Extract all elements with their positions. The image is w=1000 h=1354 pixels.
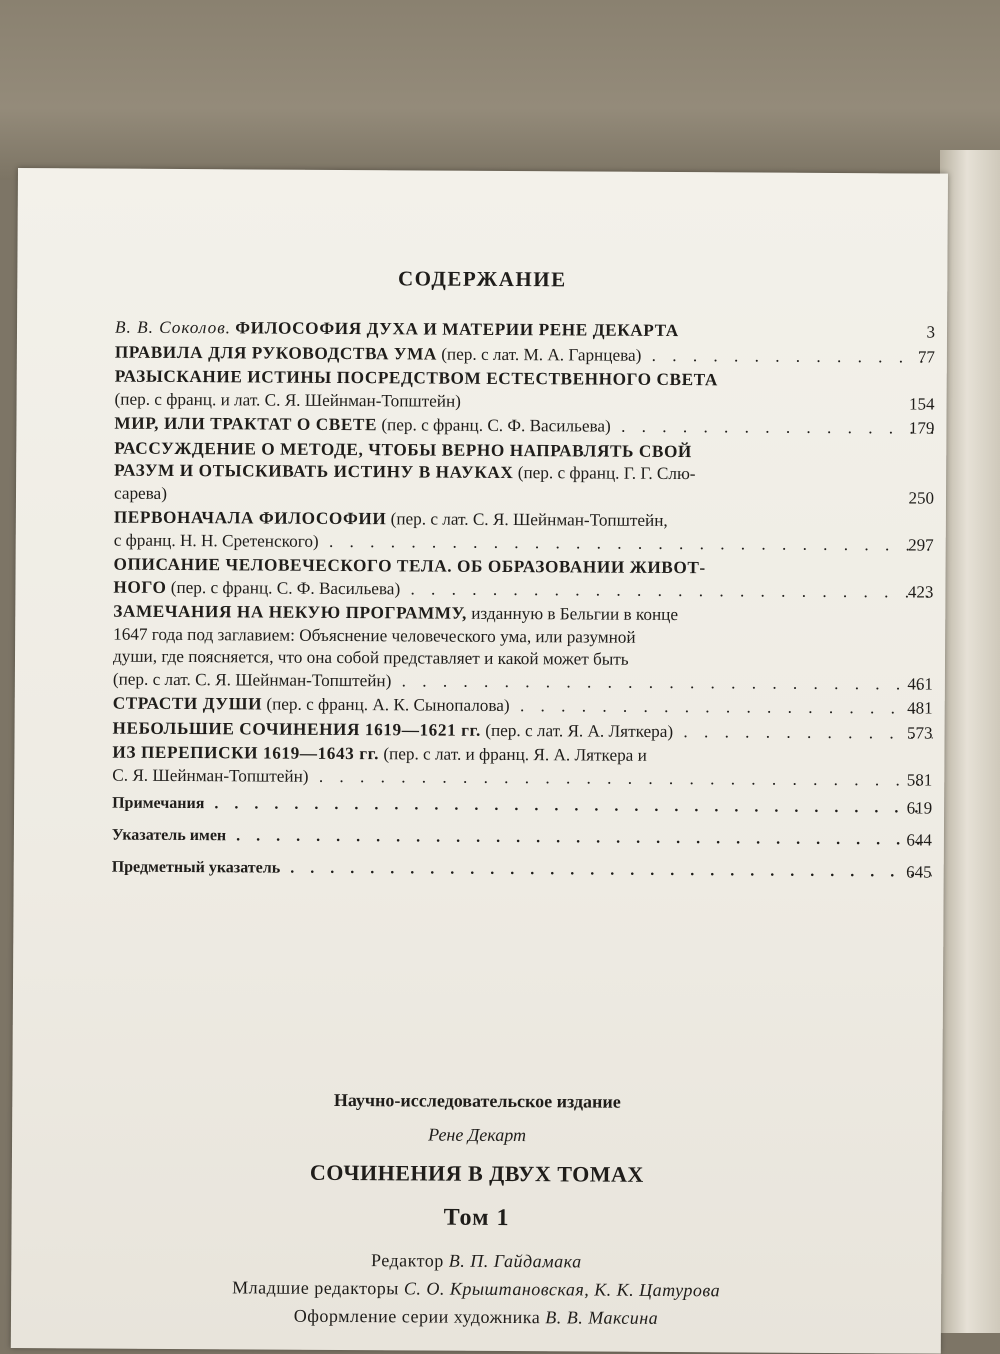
toc-work-title: НОГО [113, 577, 167, 597]
toc-translator-note: (пер. с франц. С. Ф. Васильева) [381, 415, 611, 436]
toc-page-number: 481 [907, 698, 933, 718]
toc-page-number: 3 [926, 322, 936, 342]
toc-translator-note: (пер. с франц. Г. Г. Слю- [517, 463, 696, 484]
toc-appendix-label: Предметный указатель [111, 858, 281, 877]
toc-entry [114, 507, 934, 557]
toc-work-title: СТРАСТИ ДУШИ [112, 693, 263, 714]
toc-work-title: ПРАВИЛА ДЛЯ РУКОВОДСТВА УМА [114, 342, 438, 364]
toc-entry [113, 601, 934, 696]
design-line [11, 1304, 941, 1331]
toc-leader-dots [641, 345, 935, 368]
toc-line [112, 821, 932, 856]
book-page [11, 168, 948, 1354]
toc-page-number: 619 [906, 798, 933, 818]
toc-line [113, 668, 933, 696]
toc-author: В. В. Соколов. [114, 317, 232, 338]
toc-page-number: 581 [906, 769, 933, 790]
toc-line [112, 789, 932, 824]
toc-work-title: НЕБОЛЬШИЕ СОЧИНЕНИЯ 1619—1621 гг. [112, 718, 482, 740]
toc-leader-dots [673, 722, 933, 745]
toc-work-title: МИР, ИЛИ ТРАКТАТ О СВЕТЕ [114, 413, 378, 435]
toc-leader-dots [226, 827, 932, 850]
editor-line [11, 1248, 941, 1275]
toc-translator-note: (пер. с франц. А. К. Сынопалова) [266, 694, 510, 716]
designer-name: В. В. Максина [545, 1307, 659, 1328]
toc-leader-dots [400, 579, 933, 604]
contents-heading: СОДЕРЖАНИЕ [397, 266, 567, 292]
toc-line [113, 693, 933, 721]
toc-work-title: РАЗУМ И ОТЫСКИВАТЬ ИСТИНУ В НАУКАХ [114, 460, 514, 483]
toc-leader-dots [204, 795, 932, 818]
toc-line [115, 388, 935, 416]
toc-entry [115, 317, 935, 345]
toc-appendix-entry [112, 789, 932, 824]
toc-translator-note: (пер. с франц. С. Ф. Васильева) [170, 577, 401, 598]
table-surface [0, 0, 1000, 180]
toc-translator-note: (пер. с лат. М. А. Гарнцева) [441, 344, 642, 365]
toc-entry [113, 693, 933, 721]
toc-translator-note: сарева) [113, 483, 168, 503]
toc-work-title: РАССУЖДЕНИЕ О МЕТОДЕ, ЧТОБЫ ВЕРНО НАПРАВЛЯТЬ СВОЙ [114, 438, 692, 461]
toc-line [113, 576, 933, 604]
toc-page-number: 644 [906, 830, 932, 850]
toc-appendix-entry [112, 853, 932, 888]
toc-entry [115, 341, 935, 369]
volume-label: Том 1 [443, 1204, 510, 1232]
toc-entry [112, 742, 932, 792]
toc-leader-dots [309, 766, 933, 791]
toc-page-number: 645 [906, 862, 932, 882]
toc-leader-dots [611, 417, 935, 440]
toc-work-title: ФИЛОСОФИЯ ДУХА И МАТЕРИИ РЕНЕ ДЕКАРТА [235, 318, 679, 341]
toc-work-title: РАЗЫСКАНИЕ ИСТИНЫ ПОСРЕДСТВОМ ЕСТЕСТВЕННОГО СВЕТА [114, 366, 718, 390]
editor-name: В. П. Гайдамака [448, 1250, 582, 1272]
toc-work-title: ЗАМЕЧАНИЯ НА НЕКУЮ ПРОГРАММУ, [113, 601, 468, 623]
toc-appendix-entry [112, 821, 932, 856]
toc-appendix-label: Примечания [112, 794, 205, 813]
toc-work-title: ИЗ ПЕРЕПИСКИ 1619—1643 гг. [112, 742, 380, 764]
toc-translator-note: (пер. с франц. и лат. С. Я. Шейнман-Топштейн) [114, 389, 462, 411]
toc-page-number: 154 [909, 393, 935, 414]
toc-page-number: 573 [907, 722, 933, 743]
next-page-edge [940, 150, 1000, 1333]
toc-translator-note: с франц. Н. Н. Сретенского) [113, 530, 319, 551]
toc-translator-note: (пер. с лат. Я. А. Ляткера) [485, 720, 674, 741]
toc-translator-note: С. Я. Шейнман-Топштейн) [112, 765, 309, 786]
toc-translator-note: (пер. с лат. С. Я. Шейнман-Топштейн) [112, 669, 392, 690]
book-title: СОЧИНЕНИЯ В ДВУХ ТОМАХ [309, 1159, 644, 1187]
toc-work-title: ПЕРВОНАЧАЛА ФИЛОСОФИИ [113, 507, 387, 529]
toc-line [112, 764, 932, 792]
table-of-contents [112, 317, 935, 890]
toc-appendix-label: Указатель имен [111, 826, 227, 845]
editor-label: Редактор [370, 1250, 444, 1271]
toc-entry [113, 554, 933, 604]
toc-page-number: 179 [908, 418, 935, 438]
toc-entry [115, 366, 935, 416]
toc-leader-dots [319, 531, 934, 556]
book-author: Рене Декарт [428, 1124, 527, 1146]
toc-line [115, 317, 935, 345]
junior-editors-line [11, 1276, 941, 1303]
toc-translator-note: 1647 года под заглавием: Объяснение человеческого ума, или разумной [113, 624, 636, 647]
toc-entry [114, 413, 934, 441]
toc-line [112, 853, 932, 888]
toc-translator-note: души, где поясняется, что она собой представляет и какой может быть [112, 646, 629, 669]
publication-type: Научно-исследовательское издание [333, 1089, 621, 1112]
toc-page-number: 297 [908, 534, 934, 555]
toc-translator-note: изданную в Бельгии в конце [471, 603, 679, 625]
toc-work-title: ОПИСАНИЕ ЧЕЛОВЕЧЕСКОГО ТЕЛА. ОБ ОБРАЗОВАНИИ ЖИВОТ- [113, 554, 706, 578]
toc-leader-dots [280, 860, 932, 883]
toc-leader-dots [391, 671, 933, 696]
toc-entry [113, 717, 933, 745]
junior-editors-label: Младшие редакторы [232, 1277, 400, 1299]
toc-line [115, 341, 935, 369]
toc-page-number: 461 [907, 673, 933, 694]
toc-line [114, 482, 934, 510]
toc-leader-dots [510, 696, 933, 720]
toc-translator-note: (пер. с лат. С. Я. Шейнман-Топштейн, [390, 509, 668, 530]
junior-editors-names: С. О. Крыштановская, К. К. Цатурова [403, 1278, 721, 1301]
toc-page-number: 77 [917, 347, 935, 367]
toc-line [113, 717, 933, 745]
design-label: Оформление серии художника [293, 1305, 541, 1328]
toc-line [114, 413, 934, 441]
toc-line [114, 529, 934, 557]
toc-translator-note: (пер. с лат. и франц. Я. А. Ляткера и [383, 744, 647, 765]
toc-page-number: 423 [907, 581, 934, 602]
toc-entry [114, 437, 934, 510]
toc-page-number: 250 [908, 487, 935, 508]
